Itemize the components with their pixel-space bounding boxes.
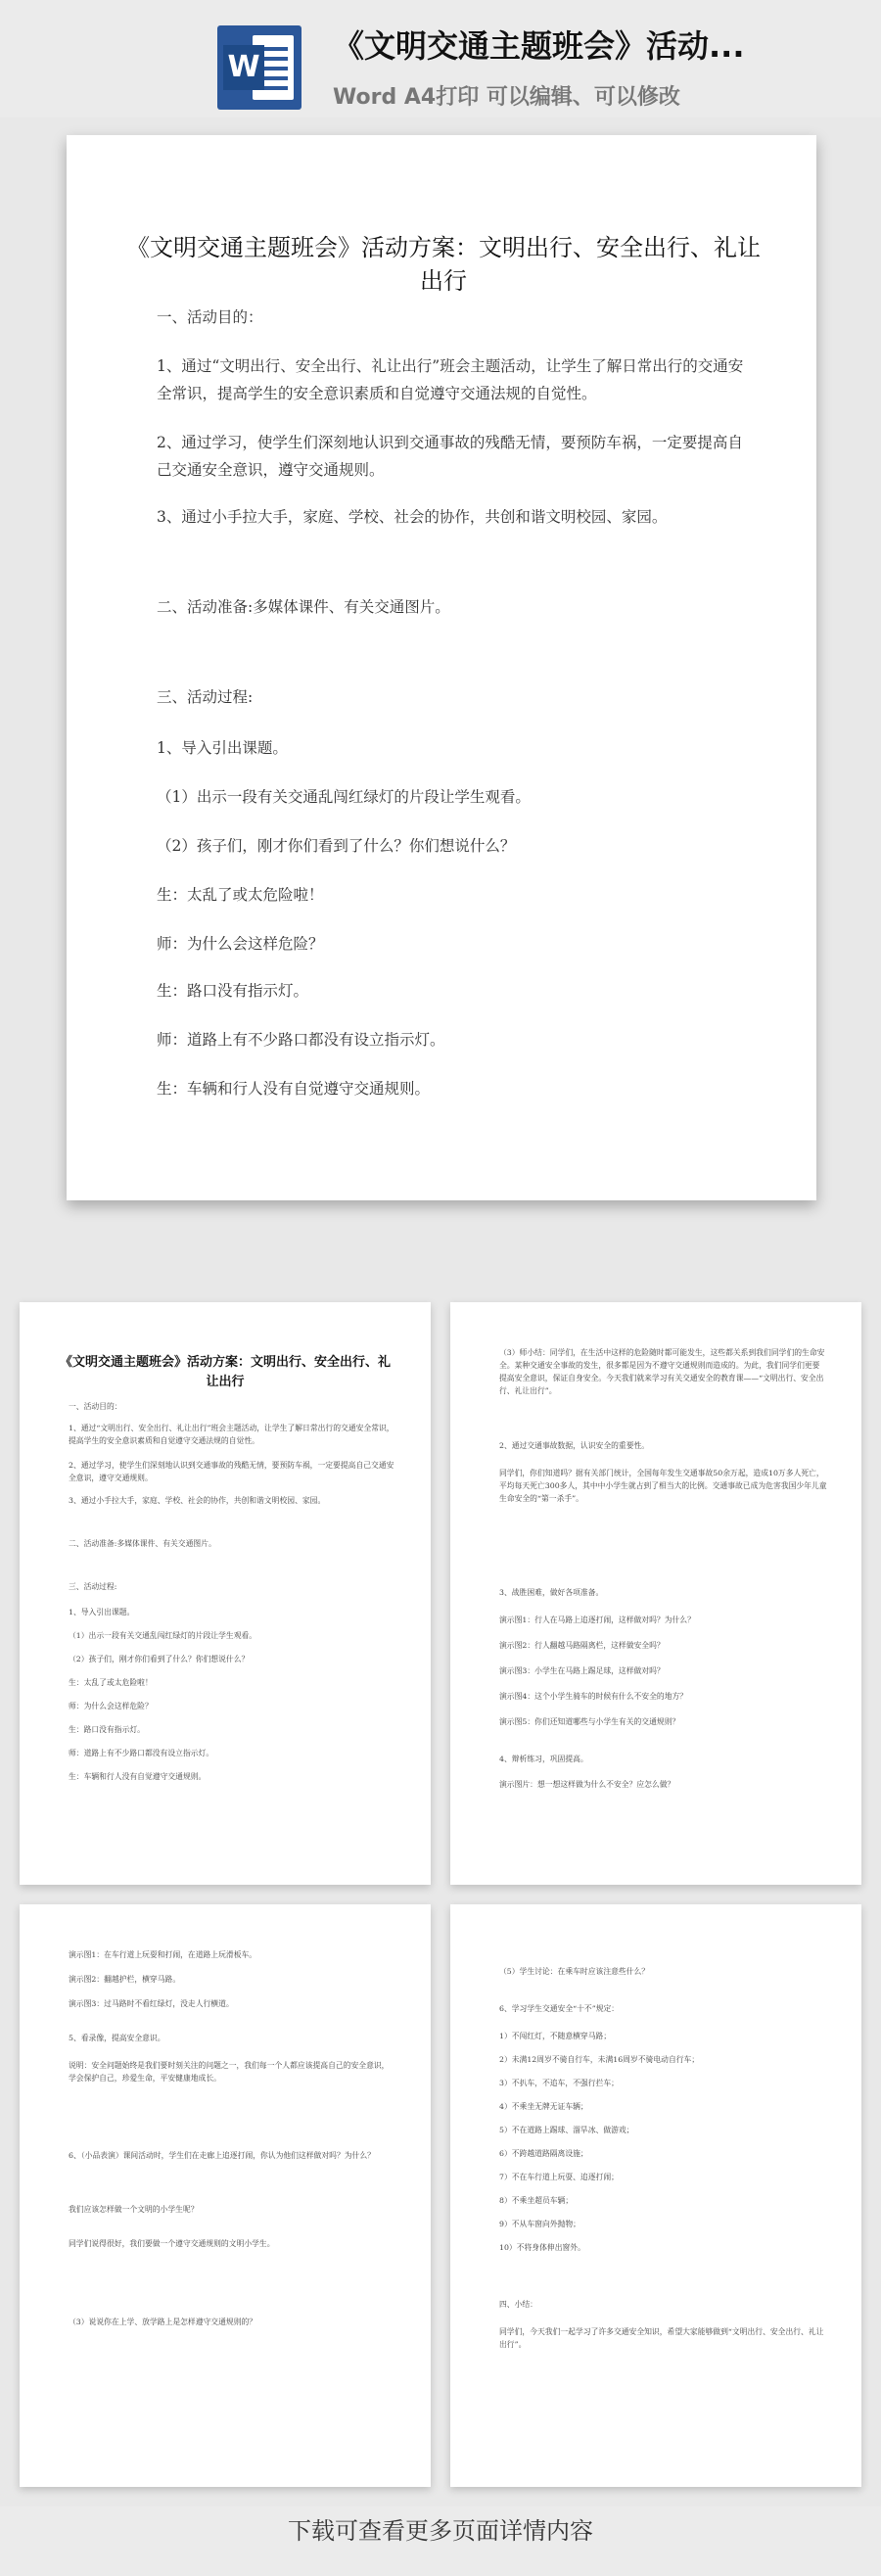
thumbnail-line: 演示图片：想一想这样做为什么不安全？应怎么做？ bbox=[499, 1780, 675, 1789]
thumbnail-line: 5、看录像，提高安全意识。 bbox=[69, 2034, 165, 2042]
thumbnail-line: 演示图3：小学生在马路上踢足球，这样做对吗？ bbox=[499, 1666, 665, 1675]
thumbnail-line: 10）不将身体伸出窗外。 bbox=[499, 2243, 585, 2252]
thumbnail-line: 3、战胜困难，做好各项准备。 bbox=[499, 1588, 604, 1597]
thumbnail-line: 同学们说得很好，我们要做一个遵守交通规则的文明小学生。 bbox=[69, 2239, 275, 2248]
thumbnail-line: 三、活动过程: bbox=[69, 1582, 117, 1591]
dialogue-line: 师：为什么会这样危险？ bbox=[157, 935, 324, 953]
thumbnail-line: 演示图2：翻越护栏，横穿马路。 bbox=[69, 1975, 181, 1984]
thumbnail-line: 演示图5：你们还知道哪些与小学生有关的交通规则？ bbox=[499, 1717, 680, 1726]
thumbnail-page-2 bbox=[450, 1302, 861, 1885]
section-heading: 二、活动准备:多媒体课件、有关交通图片。 bbox=[157, 598, 450, 616]
page-title: 《文明交通主题班会》活动方案：文明出行、安全出行、礼让出行 bbox=[126, 234, 761, 295]
thumbnail-line: 生：车辆和行人没有自觉遵守交通规则。 bbox=[69, 1772, 207, 1781]
thumbnail-line: 7）不在车行道上玩耍、追逐打闹； bbox=[499, 2173, 619, 2181]
paragraph: （1）出示一段有关交通乱闯红绿灯的片段让学生观看。 bbox=[157, 788, 531, 806]
thumbnail-line: 生：太乱了或太危险啦！ bbox=[69, 1678, 153, 1687]
preview-header bbox=[0, 0, 881, 117]
thumbnail-line: 1、通过“文明出行、安全出行、礼让出行”班会主题活动，让学生了解日常出行的交通安全常识，提高学生的安全意识素质和自觉遵守交通法规的自觉性。 bbox=[69, 1424, 394, 1445]
thumbnail-page-1 bbox=[20, 1302, 431, 1885]
paragraph: 1、通过“文明出行、安全出行、礼让出行”班会主题活动，让学生了解日常出行的交通安全常识，提高学生的安全意识素质和自觉遵守交通法规的自觉性。 bbox=[157, 357, 744, 402]
thumbnail-line: 1）不闯红灯，不随意横穿马路； bbox=[499, 2032, 612, 2040]
thumbnail-line: 演示图4：这个小学生骑车的时候有什么不安全的地方？ bbox=[499, 1692, 688, 1701]
document-subtitle: Word A4打印 可以编辑、可以修改 bbox=[333, 85, 680, 110]
thumbnail-line: 说明：安全问题始终是我们要时刻关注的问题之一，我们每一个人都应该提高自己的安全意识，学会保护自己，珍爱生命，平安健康地成长。 bbox=[69, 2061, 390, 2083]
word-doc-icon bbox=[217, 25, 301, 110]
thumbnail-line: （1）出示一段有关交通乱闯红绿灯的片段让学生观看。 bbox=[69, 1631, 257, 1640]
thumbnail-line: 6、（小品表演）课间活动时，学生们在走廊上追逐打闹，你认为他们这样做对吗？为什么？ bbox=[69, 2151, 375, 2160]
paragraph: 2、通过学习，使学生们深刻地认识到交通事故的残酷无情，要预防车祸，一定要提高自己交通安全意识，遵守交通规则。 bbox=[157, 434, 743, 479]
thumbnail-line: （5）学生讨论：在乘车时应该注意些什么？ bbox=[499, 1967, 650, 1976]
paragraph: 1、导入引出课题。 bbox=[157, 739, 288, 757]
paragraph: 3、通过小手拉大手，家庭、学校、社会的协作，共创和谐文明校园、家园。 bbox=[157, 508, 668, 526]
thumbnail-line: 9）不从车窗向外抛物； bbox=[499, 2220, 580, 2228]
thumbnail-line: 演示图2：行人翻越马路隔离栏，这样做安全吗？ bbox=[499, 1641, 665, 1650]
main-page-preview bbox=[67, 135, 816, 1200]
thumbnail-line: 3）不扒车，不追车，不强行拦车； bbox=[499, 2079, 619, 2087]
thumbnail-line: 2、通过学习，使学生们深刻地认识到交通事故的残酷无情，要预防车祸，一定要提高自己交通安全意识，遵守交通规则。 bbox=[69, 1461, 394, 1482]
thumbnail-line: 4、辩析练习，巩固提高。 bbox=[499, 1755, 588, 1763]
thumbnail-line: 同学们，今天我们一起学习了许多交通安全知识，希望大家能够做到“文明出行、安全出行、礼让出行”。 bbox=[499, 2327, 824, 2349]
thumbnail-page-4 bbox=[450, 1904, 861, 2487]
thumbnail-title: 《文明交通主题班会》活动方案：文明出行、安全出行、礼让出行 bbox=[59, 1355, 391, 1389]
thumbnail-line: 四、小结： bbox=[499, 2300, 537, 2309]
dialogue-line: 师：道路上有不少路口都没有设立指示灯。 bbox=[157, 1031, 445, 1049]
thumbnail-line: 演示图1：行人在马路上追逐打闹，这样做对吗？为什么？ bbox=[499, 1616, 695, 1624]
dialogue-line: 生：车辆和行人没有自觉遵守交通规则。 bbox=[157, 1080, 431, 1098]
thumbnail-line: 师：为什么会这样危险？ bbox=[69, 1702, 153, 1710]
download-more-footer[interactable]: 下载可查看更多页面详情内容 bbox=[0, 2506, 881, 2576]
thumbnail-line: 演示图1：在车行道上玩耍和打闹，在道路上玩滑板车。 bbox=[69, 1950, 257, 1959]
thumbnail-line: 生：路口没有指示灯。 bbox=[69, 1725, 145, 1734]
thumbnail-line: （3）说说你在上学、放学路上是怎样遵守交通规则的？ bbox=[69, 2318, 257, 2326]
document-title: 《文明交通主题班会》活动... bbox=[333, 27, 745, 65]
thumbnail-line: （2）孩子们，刚才你们看到了什么？你们想说什么？ bbox=[69, 1655, 250, 1663]
thumbnail-line: 一、活动目的： bbox=[69, 1402, 122, 1411]
thumbnail-page-3 bbox=[20, 1904, 431, 2487]
thumbnail-line: 2、通过交通事故数据，认识安全的重要性。 bbox=[499, 1441, 650, 1450]
section-heading: 一、活动目的： bbox=[157, 308, 263, 326]
thumbnail-line: 4）不乘坐无牌无证车辆； bbox=[499, 2102, 588, 2111]
dialogue-line: 生：路口没有指示灯。 bbox=[157, 982, 309, 1000]
thumbnail-line: （3）师小结：同学们，在生活中这样的危险随时都可能发生，这些都关系到我们同学们的生命安全。某种交通安全事故的发生，很多都是因为不遵守交通规则而造成的。为此，我们同学们更要提高安全意识，保证自身安全。今天我们就来学习有关交通安全的教育课——“文明出行、安全出行、礼让出行”。 bbox=[499, 1348, 825, 1395]
thumbnail-line: 5）不在道路上踢球、溜旱冰、做游戏； bbox=[499, 2126, 634, 2134]
thumbnail-line: 我们应该怎样做一个文明的小学生呢？ bbox=[69, 2205, 199, 2214]
thumbnail-line: 3、通过小手拉大手，家庭、学校、社会的协作，共创和谐文明校园、家园。 bbox=[69, 1496, 326, 1505]
thumbnail-line: 6）不跨越道路隔离设施； bbox=[499, 2149, 588, 2158]
dialogue-line: 生：太乱了或太危险啦！ bbox=[157, 886, 324, 904]
thumbnail-line: 8）不乘坐超员车辆； bbox=[499, 2196, 574, 2205]
thumbnail-line: 同学们，你们知道吗？据有关部门统计，全国每年发生交通事故50余万起，造成10万多人死亡，平均每天死亡300多人，其中中小学生就占到了相当大的比例。交通事故已成为危害我国少年儿童生命安全的“第一杀手”。 bbox=[499, 1469, 827, 1503]
section-heading: 三、活动过程: bbox=[157, 688, 254, 706]
thumbnail-line: 演示图3：过马路时不看红绿灯，没走人行横道。 bbox=[69, 1999, 234, 2008]
thumbnail-line: 2）未满12周岁不骑自行车，未满16周岁不骑电动自行车； bbox=[499, 2055, 700, 2064]
thumbnail-line: 二、活动准备:多媒体课件、有关交通图片。 bbox=[69, 1539, 216, 1548]
thumbnail-line: 6、学习学生交通安全“十不”规定： bbox=[499, 2004, 620, 2013]
thumbnail-line: 1、导入引出课题。 bbox=[69, 1608, 135, 1616]
word-letter-badge: W bbox=[223, 45, 264, 90]
paragraph: （2）孩子们，刚才你们看到了什么？你们想说什么？ bbox=[157, 837, 516, 855]
thumbnail-line: 师：道路上有不少路口都没有设立指示灯。 bbox=[69, 1749, 214, 1757]
